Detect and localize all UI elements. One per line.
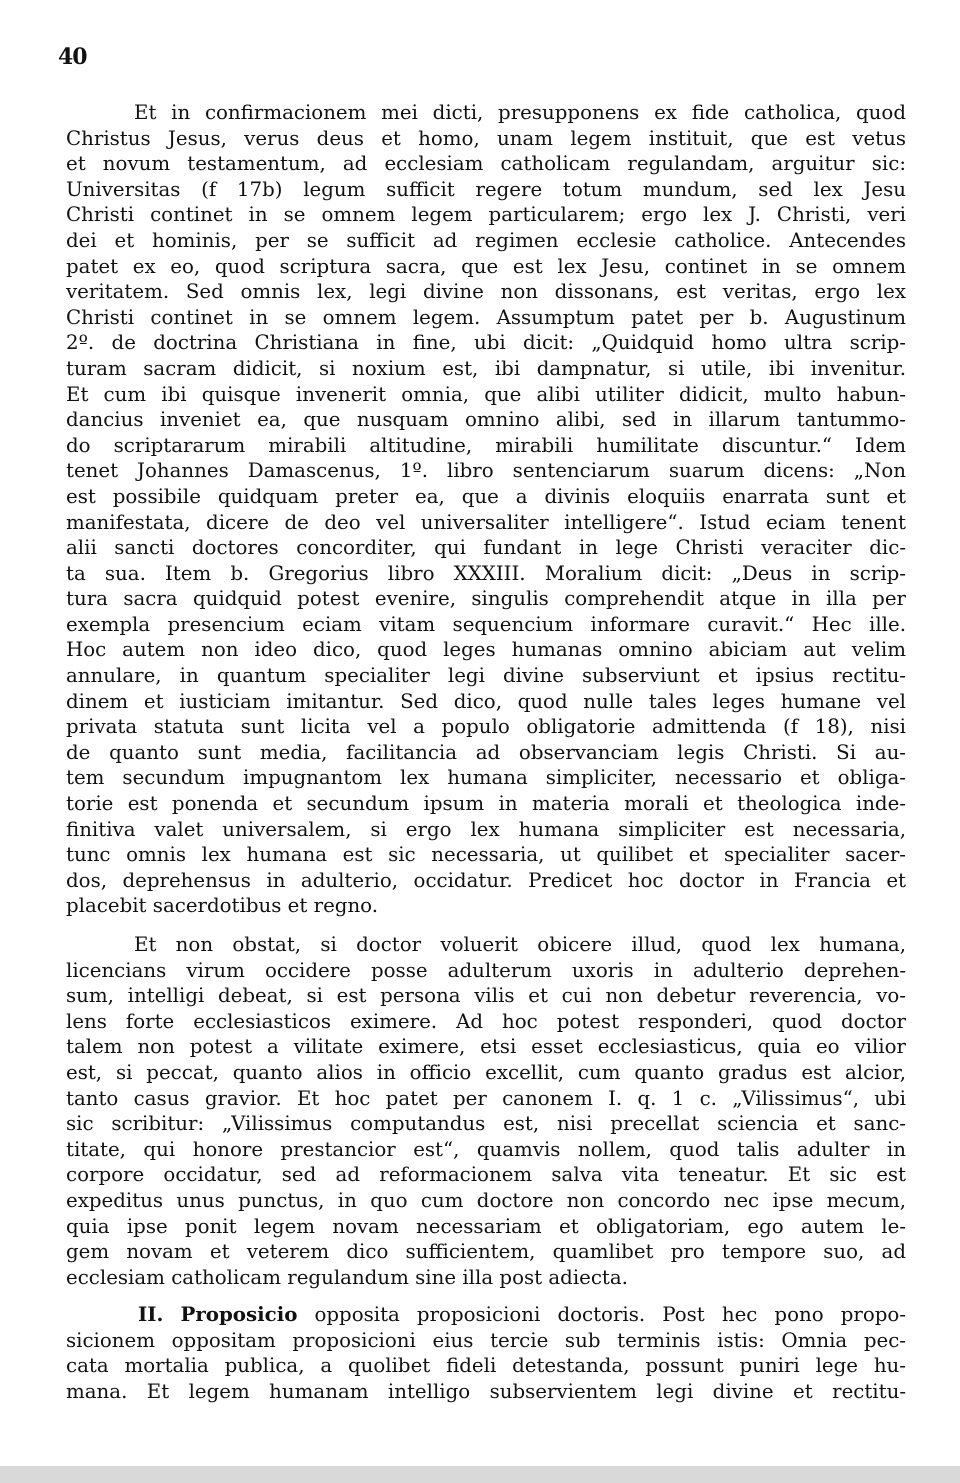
paragraph-1-line: tem secundum impugnantom lex humana simpliciter, necessario et obliga- — [66, 766, 906, 790]
paragraph-1-line: Et cum ibi quisque invenerit omnia, que alibi utiliter didicit, multo habun- — [66, 382, 906, 406]
paragraph-2-line: talem non potest a vilitate eximere, etsi esset ecclesiasticus, quia eo vilior — [66, 1035, 906, 1059]
paragraph-2-line: gem novam et veterem dico sufficientem, quamlibet pro tempore suo, ad — [66, 1240, 906, 1264]
paragraph-1-line: 2º. de doctrina Christiana in fine, ubi dicit: „Quidquid homo ultra scrip- — [66, 331, 906, 355]
paragraph-3 — [66, 1302, 906, 1404]
paragraph-2-line: quia ipse ponit legem novam necessariam et obligatoriam, ego autem le- — [66, 1214, 906, 1238]
paragraph-2-line: titate, qui honore prestancior est“, quamvis nollem, quod talis adulter in — [66, 1137, 906, 1161]
paragraph-2-line: expeditus unus punctus, in quo cum doctore non concordo nec ipse mecum, — [66, 1188, 906, 1212]
paragraph-2-line: corpore occidatur, sed ad reformacionem salva vita teneatur. Et sic est — [66, 1163, 906, 1187]
section-heading: Proposicio — [180, 1302, 298, 1326]
paragraph-2-line: sic scribitur: „Vilissimus computandus est, nisi precellat sciencia et sanc- — [66, 1112, 906, 1136]
paragraph-1-line: Christi continet in se omnem legem. Assumptum patet per b. Augustinum — [66, 305, 906, 329]
paragraph-3-line-1 — [66, 1302, 906, 1328]
paragraph-2-line: est, si peccat, quanto alios in officio excellit, cum quanto gradus est alcior, — [66, 1060, 906, 1084]
paragraph-1 — [66, 100, 906, 919]
paragraph-2-line: lens forte ecclesiasticos eximere. Ad hoc potest responderi, quod doctor — [66, 1009, 906, 1033]
paragraph-1-line: dancius inveniet ea, que nusquam omnino alibi, sed in illarum tantummo- — [66, 408, 906, 432]
paragraph-1-line: Christus Jesus, verus deus et homo, unam legem instituit, que est vetus — [66, 126, 906, 150]
paragraph-1-line: torie est ponenda et secundum ipsum in materia morali et theologica inde- — [66, 792, 906, 816]
paragraph-1-line: et novum testamentum, ad ecclesiam catholicam regulandam, arguitur sic: — [66, 152, 906, 176]
paragraph-1-line: Christi continet in se omnem legem particularem; ergo lex J. Christi, veri — [66, 203, 906, 227]
section-number: II. — [138, 1302, 164, 1326]
paragraph-2-line: sum, intelligi debeat, si est persona vilis et cui non debetur reverencia, vo- — [66, 984, 906, 1008]
paragraph-1-line: dos, deprehensus in adulterio, occidatur. Predicet hoc doctor in Francia et — [66, 868, 906, 892]
paragraph-1-line: ta sua. Item b. Gregorius libro XXXIII. Moralium dicit: „Deus in scrip- — [66, 561, 906, 585]
paragraph-3-line-1-rest: opposita proposicioni doctoris. Post hec pono propo- — [314, 1303, 906, 1326]
paragraph-1-line: dinem et iusticiam imitantur. Sed dico, quod nulle tales leges humane vel — [66, 689, 906, 713]
paragraph-1-line: finitiva valet universalem, si ergo lex humana simpliciter est necessaria, — [66, 817, 906, 841]
paragraph-2-line: ecclesiam catholicam regulandum sine illa post adiecta. — [66, 1265, 628, 1289]
paragraph-1-line: placebit sacerdotibus et regno. — [66, 894, 379, 918]
paragraph-1-line: veritatem. Sed omnis lex, legi divine non dissonans, est veritas, ergo lex — [66, 280, 906, 304]
paragraph-1-line: patet ex eo, quod scriptura sacra, que est lex Jesu, continet in se omnem — [66, 254, 906, 278]
paragraph-1-line: de quanto sunt media, facilitancia ad observanciam legis Christi. Si au- — [66, 740, 906, 764]
paragraph-1-line: privata statuta sunt licita vel a populo obligatorie admittenda (f 18), nisi — [66, 715, 906, 739]
paragraph-2 — [66, 932, 906, 1290]
paragraph-1-line: annulare, in quantum specialiter legi divine subserviunt et ipsius rectitu- — [66, 664, 906, 688]
paragraph-2-line: tanto casus gravior. Et hoc patet per canonem I. q. 1 c. „Vilissimus“, ubi — [66, 1086, 906, 1110]
paragraph-1-line: tura sacra quidquid potest evenire, singulis comprehendit atque in illa per — [66, 587, 906, 611]
paragraph-1-line: est possibile quidquam preter ea, que a divinis eloquiis enarrata sunt et — [66, 484, 906, 508]
paragraph-3-line: cata mortalia publica, a quolibet fideli detestanda, possunt puniri lege hu- — [66, 1354, 906, 1378]
paragraph-1-line: turam sacram didicit, si noxium est, ibi dampnatur, si utile, ibi invenitur. — [66, 356, 906, 380]
paragraph-1-line: Hoc autem non ideo dico, quod leges humanas omnino abiciam aut velim — [66, 638, 906, 662]
paragraph-2-line: licencians virum occidere posse adulterum uxoris in adulterio deprehen- — [66, 958, 906, 982]
paragraph-3-line: sicionem oppositam proposicioni eius tercie sub terminis istis: Omnia pec- — [66, 1328, 906, 1352]
paragraph-2-line: Et non obstat, si doctor voluerit obicere illud, quod lex humana, — [134, 933, 906, 956]
scan-bottom-edge — [0, 1466, 960, 1483]
page-number: 40 — [58, 44, 87, 70]
paragraph-1-line: Et in confirmacionem mei dicti, presupponens ex fide catholica, quod — [134, 101, 906, 124]
paragraph-1-line: dei et hominis, per se sufficit ad regimen ecclesie catholice. Antecendes — [66, 228, 906, 252]
paragraph-1-line: manifestata, dicere de deo vel universaliter intelligere“. Istud eciam tenent — [66, 510, 906, 534]
paragraph-1-line: Universitas (f 17b) legum sufficit regere totum mundum, sed lex Jesu — [66, 177, 906, 201]
paragraph-3-line: mana. Et legem humanam intelligo subservientem legi divine et rectitu- — [66, 1379, 906, 1403]
paragraph-1-line: exempla presencium eciam vitam sequencium informare curavit.“ Hec ille. — [66, 612, 906, 636]
paragraph-1-line: do scriptararum mirabili altitudine, mirabili humilitate discuntur.“ Idem — [66, 433, 906, 457]
paragraph-1-line: alii sancti doctores concorditer, qui fundant in lege Christi veraciter dic- — [66, 536, 906, 560]
paragraph-1-line: tenet Johannes Damascenus, 1º. libro sentenciarum suarum dicens: „Non — [66, 459, 906, 483]
paragraph-1-line: tunc omnis lex humana est sic necessaria, ut quilibet et specialiter sacer- — [66, 843, 906, 867]
